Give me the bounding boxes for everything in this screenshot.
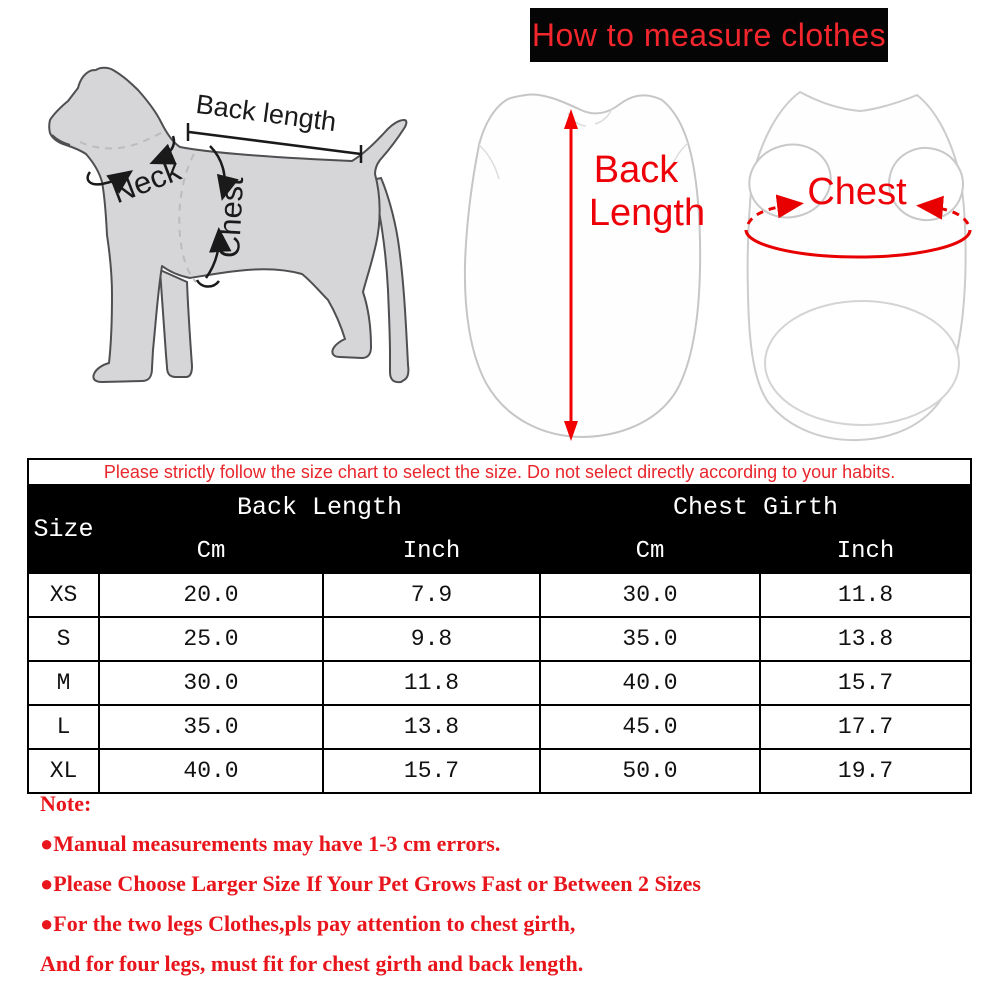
notes-section bbox=[40, 784, 970, 984]
cell-chest-inch: 13.8 bbox=[760, 617, 971, 661]
cell-size: XL bbox=[28, 749, 99, 793]
vest-front-label: Chest bbox=[807, 171, 907, 213]
cell-back-cm: 25.0 bbox=[99, 617, 323, 661]
note-line-1: ●Manual measurements may have 1-3 cm errors. bbox=[40, 831, 501, 856]
vest-back-label-line2: Length bbox=[588, 192, 706, 234]
page-title: How to measure clothes bbox=[531, 16, 887, 53]
cell-size: S bbox=[28, 617, 99, 661]
cell-chest-inch: 15.7 bbox=[760, 661, 971, 705]
table-warning-text: Please strictly follow the size chart to select the size. Do not select directly according to your habits. bbox=[28, 459, 971, 485]
vest-back-label-line1: Back bbox=[593, 149, 679, 191]
cell-chest-cm: 30.0 bbox=[540, 573, 760, 617]
dog-measure-diagram bbox=[0, 50, 450, 450]
table-header-row-groups bbox=[28, 485, 971, 529]
table-header-row-units bbox=[28, 529, 971, 573]
cell-back-cm: 35.0 bbox=[99, 705, 323, 749]
chest-label: Chest bbox=[210, 176, 251, 259]
header-back-cm: Cm bbox=[99, 529, 323, 573]
size-table bbox=[27, 458, 972, 794]
cell-size: XS bbox=[28, 573, 99, 617]
note-line-2: ●Please Choose Larger Size If Your Pet Grows Fast or Between 2 Sizes bbox=[40, 871, 701, 896]
cell-back-inch: 13.8 bbox=[323, 705, 540, 749]
cell-chest-cm: 35.0 bbox=[540, 617, 760, 661]
vest-back-outline-icon bbox=[465, 94, 700, 437]
cell-back-inch: 11.8 bbox=[323, 661, 540, 705]
table-warning-row bbox=[28, 459, 971, 485]
header-back-inch: Inch bbox=[323, 529, 540, 573]
cell-chest-cm: 50.0 bbox=[540, 749, 760, 793]
cell-back-inch: 7.9 bbox=[323, 573, 540, 617]
header-chest-girth: Chest Girth bbox=[540, 485, 971, 529]
cell-chest-cm: 40.0 bbox=[540, 661, 760, 705]
table-row-m bbox=[28, 661, 971, 705]
cell-back-cm: 40.0 bbox=[99, 749, 323, 793]
note-line-3: ●For the two legs Clothes,pls pay attention to chest girth, bbox=[40, 911, 576, 936]
cell-back-cm: 30.0 bbox=[99, 661, 323, 705]
back-length-label: Back length bbox=[194, 88, 339, 138]
vest-back-diagram bbox=[450, 85, 730, 450]
table-row-l bbox=[28, 705, 971, 749]
header-size: Size bbox=[28, 485, 99, 573]
cell-back-inch: 9.8 bbox=[323, 617, 540, 661]
cell-back-inch: 15.7 bbox=[323, 749, 540, 793]
header-chest-cm: Cm bbox=[540, 529, 760, 573]
cell-size: L bbox=[28, 705, 99, 749]
cell-chest-inch: 17.7 bbox=[760, 705, 971, 749]
chest-arrow-base-icon bbox=[197, 280, 219, 287]
note-line-4: And for four legs, must fit for chest girth and back length. bbox=[40, 951, 584, 976]
table-row-s bbox=[28, 617, 971, 661]
title-banner bbox=[530, 8, 888, 62]
table-row-xs bbox=[28, 573, 971, 617]
header-chest-inch: Inch bbox=[760, 529, 971, 573]
cell-chest-cm: 45.0 bbox=[540, 705, 760, 749]
vest-front-belly-panel-icon bbox=[765, 301, 959, 425]
cell-back-cm: 20.0 bbox=[99, 573, 323, 617]
cell-size: M bbox=[28, 661, 99, 705]
notes-heading: Note: bbox=[40, 791, 92, 816]
neck-label: Neck bbox=[106, 152, 186, 211]
header-back-length: Back Length bbox=[99, 485, 540, 529]
vest-front-diagram bbox=[720, 80, 1000, 450]
cell-chest-inch: 11.8 bbox=[760, 573, 971, 617]
cell-chest-inch: 19.7 bbox=[760, 749, 971, 793]
